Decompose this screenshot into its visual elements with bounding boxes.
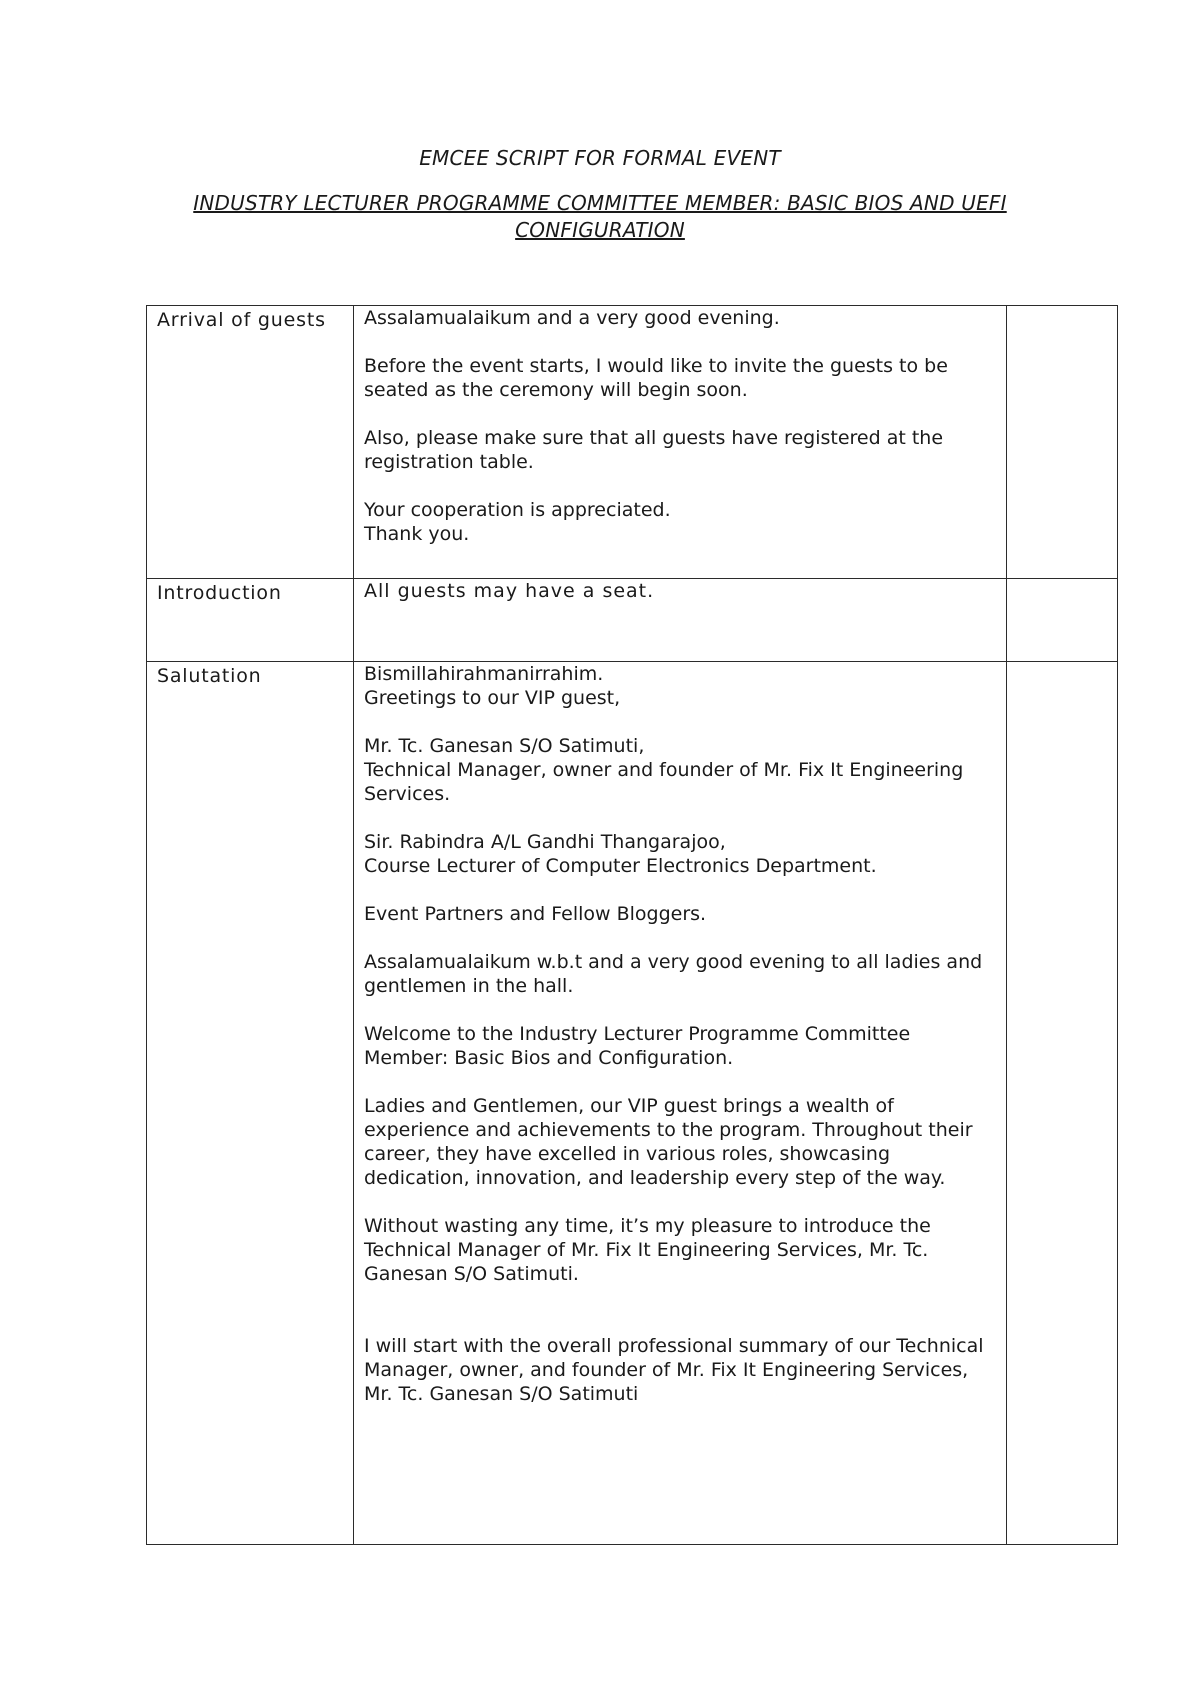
row-content-arrival	[354, 306, 1007, 579]
row-content-introduction	[354, 579, 1007, 662]
table-row-introduction	[147, 579, 1118, 662]
script-paragraph: Ladies and Gentlemen, our VIP guest brings a wealth of experience and achievements to the program. Throughout their career, they have excelled in various roles, showcasing dedication, innovation, and leadership every step of the way.	[364, 1095, 973, 1189]
document-title: EMCEE SCRIPT FOR FORMAL EVENT	[419, 146, 781, 170]
script-paragraph: Before the event starts, I would like to invite the guests to be seated as the ceremony will begin soon.	[364, 355, 948, 401]
row-label-introduction: Introduction	[147, 579, 354, 662]
script-paragraph: Welcome to the Industry Lecturer Programme Committee Member: Basic Bios and Configuration.	[364, 1023, 911, 1069]
notes-cell	[1007, 579, 1118, 662]
notes-cell	[1007, 662, 1118, 1545]
script-paragraph: Sir. Rabindra A/L Gandhi Thangarajoo, Course Lecturer of Computer Electronics Department.	[364, 831, 877, 877]
script-paragraph: Assalamualaikum and a very good evening.	[364, 307, 780, 329]
script-paragraph: Also, please make sure that all guests have registered at the registration table.	[364, 427, 944, 473]
script-paragraph: All guests may have a seat.	[364, 580, 655, 602]
script-paragraph: Assalamualaikum w.b.t and a very good evening to all ladies and gentlemen in the hall.	[364, 951, 983, 997]
row-label-arrival: Arrival of guests	[147, 306, 354, 579]
emcee-script-table	[146, 305, 1118, 1545]
table-row-salutation	[147, 662, 1118, 1545]
table-row-arrival	[147, 306, 1118, 579]
script-paragraph: I will start with the overall professional summary of our Technical Manager, owner, and founder of Mr. Fix It Engineering Services, Mr. Tc. Ganesan S/O Satimuti	[364, 1335, 984, 1405]
script-paragraph: Bismillahirahmanirrahim. Greetings to our VIP guest,	[364, 663, 621, 709]
row-label-salutation: Salutation	[147, 662, 354, 1545]
notes-cell	[1007, 306, 1118, 579]
script-paragraph: Without wasting any time, it’s my pleasure to introduce the Technical Manager of Mr. Fix It Engineering Services, Mr. Tc. Ganesan S/O Satimuti.	[364, 1215, 931, 1285]
script-paragraph: Event Partners and Fellow Bloggers.	[364, 903, 707, 925]
script-paragraph: Your cooperation is appreciated. Thank you.	[364, 499, 671, 545]
document-subtitle: INDUSTRY LECTURER PROGRAMME COMMITTEE MEMBER: BASIC BIOS AND UEFI CONFIGURATION	[193, 191, 1007, 242]
script-paragraph: Mr. Tc. Ganesan S/O Satimuti, Technical Manager, owner and founder of Mr. Fix It Engineering Services.	[364, 735, 964, 805]
row-content-salutation	[354, 662, 1007, 1545]
